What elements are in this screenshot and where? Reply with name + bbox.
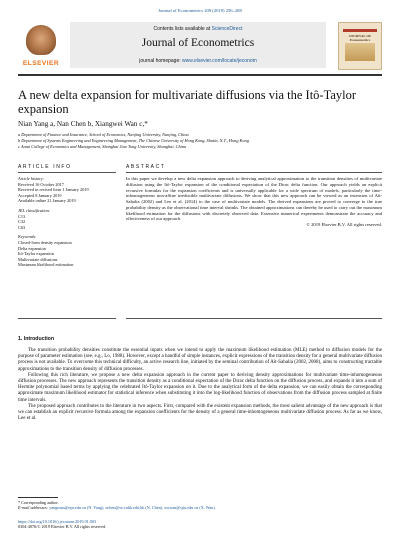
jel-code: C32 <box>18 219 26 225</box>
article-info-bottom-rule <box>18 318 116 319</box>
journal-banner <box>70 22 326 68</box>
article-info-heading: ARTICLE INFO <box>18 164 72 170</box>
cover-band <box>345 43 375 61</box>
keywords-heading: Keywords: <box>18 234 37 240</box>
history-online: Available online 21 January 2019 <box>18 198 76 204</box>
homepage-line: journal homepage: www.elsevier.com/locate/jeconom <box>139 58 257 64</box>
jel-code: C13 <box>18 213 26 219</box>
cover-stripe <box>343 29 377 32</box>
journal-cover-image[interactable] <box>338 22 382 70</box>
journal-title: Journal of Econometrics <box>141 37 255 49</box>
keyword: Delta expansion <box>18 245 46 251</box>
journal-reference[interactable]: Journal of Econometrics 209 (2019) 256–288 <box>158 8 242 13</box>
history-revised: Received in revised form 1 January 2019 <box>18 187 89 193</box>
affiliation-c: c Antai College of Economics and Management, Shanghai Jiao Tong University, Shanghai, China <box>18 144 187 149</box>
article-info-rule <box>18 172 116 173</box>
paragraph: The proposed approach contributes to the literature in two aspects. First, compared with the existent expansion methods, the most salient advantage of the new approach is that we can establish an explicit recursive formula among the expansion coefficients for the density of a general time-inhomogeneous multivariate diffusion process. As far as we know, Lee et al. <box>18 403 382 422</box>
keyword: Multivariate diffusions <box>18 256 58 262</box>
email-links[interactable]: yangnian@nju.edu.cn (N. Yang), nchen@se.cuhk.edu.hk (N. Chen), xwwan@sjtu.edu.cn (X. Wan). <box>49 505 216 511</box>
keyword: Closed-form density expansion <box>18 239 72 245</box>
jel-code: C63 <box>18 224 26 230</box>
copyright: © 2019 Elsevier B.V. All rights reserved. <box>306 222 382 227</box>
issn-line: 0304-4076/© 2019 Elsevier B.V. All rights reserved. <box>18 524 107 530</box>
doi-block <box>18 519 382 530</box>
footnote-rule <box>18 497 58 498</box>
section-heading-introduction: 1. Introduction <box>18 336 55 342</box>
journal-masthead <box>18 22 382 70</box>
history-received: Received 16 October 2017 <box>18 181 64 187</box>
paragraph: Following this rich literature, we propose a new delta expansion approach in the current paper to deriving density approximations for multivariate time-inhomogeneous diffusion processes. The new approach represents the transition density as a conditional expectation of the Dirac delta function on the diffusion process, and expands it into a sum of Hermite polynomial based terms by applying the celebrated Itô-Taylor expansion on it. Due to the analytical form of the delta expansion, we can easily obtain the corresponding approximate maximum likelihood estimator for statistical inference when substituting it into the log-likelihood function of observations from the diffusion process sampled at finite time intervals. <box>18 372 382 403</box>
keyword: Itô-Taylor expansion <box>18 251 54 257</box>
sciencedirect-link[interactable]: ScienceDirect <box>211 26 243 32</box>
cover-title: JOURNAL OF Econometrics <box>348 34 372 42</box>
article-info <box>18 176 116 268</box>
abstract <box>126 176 382 228</box>
paragraph: The transition probability densities constitute the essential inputs when we intend to apply the maximum likelihood estimation (MLE) method to diffusion models for the purpose of parameter estimation (see, e.g., Lo, 1988). However, except a handful of simple instances, explicit expressions of the transition density for a general multivariate diffusion process is not available. To overcome this technical difficulty, an active research line, initiated by the seminal contribution of Aït-Sahalia (2002, 2008), aims to constructing tractable approximations to the transition density of diffusion processes. <box>18 348 382 372</box>
abstract-bottom-rule <box>126 318 382 319</box>
affiliation-b: b Department of Systems Engineering and Engineering Management, The Chinese University of Hong Kong, Shatin, N.T., Hong Kong <box>18 138 249 143</box>
doi-link[interactable]: https://doi.org/10.1016/j.jeconom.2019.01.003 <box>18 519 97 524</box>
jel-heading: JEL classification: <box>18 207 51 213</box>
history-accepted: Accepted 8 January 2019 <box>18 192 62 198</box>
publisher-name: ELSEVIER <box>22 60 60 67</box>
affiliation-a: a Department of Finance and Insurance, School of Economics, Nanjing University, Nanjing, China <box>18 132 189 137</box>
history-heading: Article history: <box>18 176 45 181</box>
footnotes <box>18 500 382 511</box>
abstract-rule <box>126 172 382 173</box>
introduction-body <box>18 348 382 422</box>
elsevier-logo[interactable] <box>18 22 64 70</box>
header-rule <box>18 74 382 76</box>
homepage-link[interactable]: www.elsevier.com/locate/jeconom <box>182 58 257 64</box>
elsevier-tree-icon <box>26 25 56 55</box>
abstract-text: In this paper we develop a new delta expansion approach to deriving analytical approximation to the transition densities of multivariate diffusion using the Itô-Taylor expansion of the conditional expectation of the Dirac delta function. Our approach yields an explicit recursive formulas for the expansion coefficients and is universally applicable for a wide spectrum of models, particularly the time-inhomogeneous non-affine irreducible multivariate diffusions. We show that this new approach can be viewed as an extension of Aït-Sahalia (2002) and Lee et al. (2014) to the case of multivariate models. The derived expansions are proved to converge to the true probability density as the observational time interval shrinks. The obtained approximations can thereby be used to carry out the maximum likelihood estimation for the diffusions with discretely observed data. Extensive numerical experiments demonstrate the accuracy and effectiveness of our approach. <box>126 176 382 222</box>
paper-title: A new delta expansion for multivariate diffusions via the Itô-Taylor expansion <box>18 88 357 116</box>
contents-line: Contents lists available at ScienceDirect <box>153 26 243 32</box>
email-addresses: E-mail addresses: yangnian@nju.edu.cn (N. Yang), nchen@se.cuhk.edu.hk (N. Chen), xwwan@sjtu.edu.cn (X. Wan). <box>18 505 216 511</box>
authors: Nian Yang a, Nan Chen b, Xiangwei Wan c,* <box>18 120 148 128</box>
corresponding-author-note: * Corresponding author. <box>18 500 59 505</box>
abstract-heading: ABSTRACT <box>126 164 166 170</box>
keyword: Maximum likelihood estimation <box>18 262 74 268</box>
